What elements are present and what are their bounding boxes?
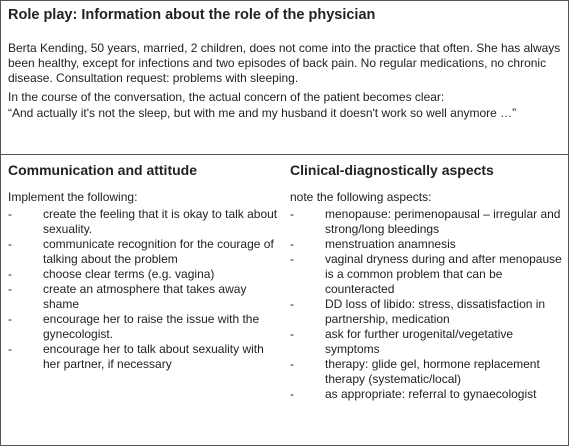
bullet-dash: -	[8, 237, 12, 251]
clinical-item	[290, 387, 565, 402]
communication-list	[8, 207, 280, 372]
bullet-dash: -	[290, 252, 294, 266]
clinical-item-text: vaginal dryness during and after menopause is a common problem that can be counteracted	[325, 252, 562, 296]
bullet-dash: -	[8, 267, 12, 281]
section-divider	[1, 154, 568, 155]
bullet-dash: -	[290, 387, 294, 401]
clinical-item	[290, 327, 565, 357]
communication-item-text: encourage her to raise the issue with the gynecologist.	[43, 312, 260, 341]
communication-item-text: communicate recognition for the courage of talking about the problem	[43, 237, 274, 266]
bullet-dash: -	[8, 282, 12, 296]
clinical-item	[290, 357, 565, 387]
bullet-dash: -	[8, 207, 12, 221]
clinical-list	[290, 207, 565, 402]
case-background: Berta Kending, 50 years, married, 2 children, does not come into the practice that often. She has always been healthy, except for infections and two episodes of back pain. No regular medications, no chronic disease. Consultation request: problems with sleeping.	[8, 41, 561, 85]
clinical-column	[290, 161, 565, 402]
communication-column	[8, 161, 280, 372]
communication-item	[8, 312, 280, 342]
communication-item	[8, 207, 280, 237]
case-development: In the course of the conversation, the actual concern of the patient becomes clear:	[8, 90, 445, 104]
communication-item-text: create the feeling that it is okay to talk about sexuality.	[43, 207, 278, 236]
clinical-item	[290, 237, 565, 252]
clinical-item-text: therapy: glide gel, hormone replacement therapy (systematic/local)	[325, 357, 540, 386]
clinical-item-text: as appropriate: referral to gynaecologist	[325, 387, 537, 401]
page-title: Role play: Information about the role of the physician	[8, 7, 376, 23]
clinical-heading: Clinical-diagnostically aspects	[290, 162, 494, 178]
communication-item-text: encourage her to talk about sexuality with her partner, if necessary	[43, 342, 264, 371]
clinical-item	[290, 297, 565, 327]
bullet-dash: -	[290, 297, 294, 311]
communication-lead: Implement the following:	[8, 190, 138, 204]
communication-heading: Communication and attitude	[8, 162, 197, 178]
clinical-lead: note the following aspects:	[290, 190, 432, 204]
bullet-dash: -	[290, 357, 294, 371]
clinical-item	[290, 252, 565, 297]
communication-item-text: create an atmosphere that takes away shame	[43, 282, 247, 311]
communication-item	[8, 282, 280, 312]
communication-item	[8, 237, 280, 267]
clinical-item	[290, 207, 565, 237]
case-description	[8, 41, 563, 125]
bullet-dash: -	[290, 327, 294, 341]
communication-item-text: choose clear terms (e.g. vagina)	[43, 267, 215, 281]
bullet-dash: -	[290, 237, 294, 251]
bullet-dash: -	[8, 312, 12, 326]
communication-item	[8, 267, 280, 282]
communication-item	[8, 342, 280, 372]
patient-quote: “And actually it's not the sleep, but with me and my husband it doesn't work so well anymore …”	[8, 106, 517, 120]
clinical-item-text: menopause: perimenopausal – irregular and strong/long bleedings	[325, 207, 561, 236]
bullet-dash: -	[8, 342, 12, 356]
clinical-item-text: menstruation anamnesis	[325, 237, 456, 251]
clinical-item-text: ask for further urogenital/vegetative symptoms	[325, 327, 514, 356]
clinical-item-text: DD loss of libido: stress, dissatisfaction in partnership, medication	[325, 297, 546, 326]
bullet-dash: -	[290, 207, 294, 221]
